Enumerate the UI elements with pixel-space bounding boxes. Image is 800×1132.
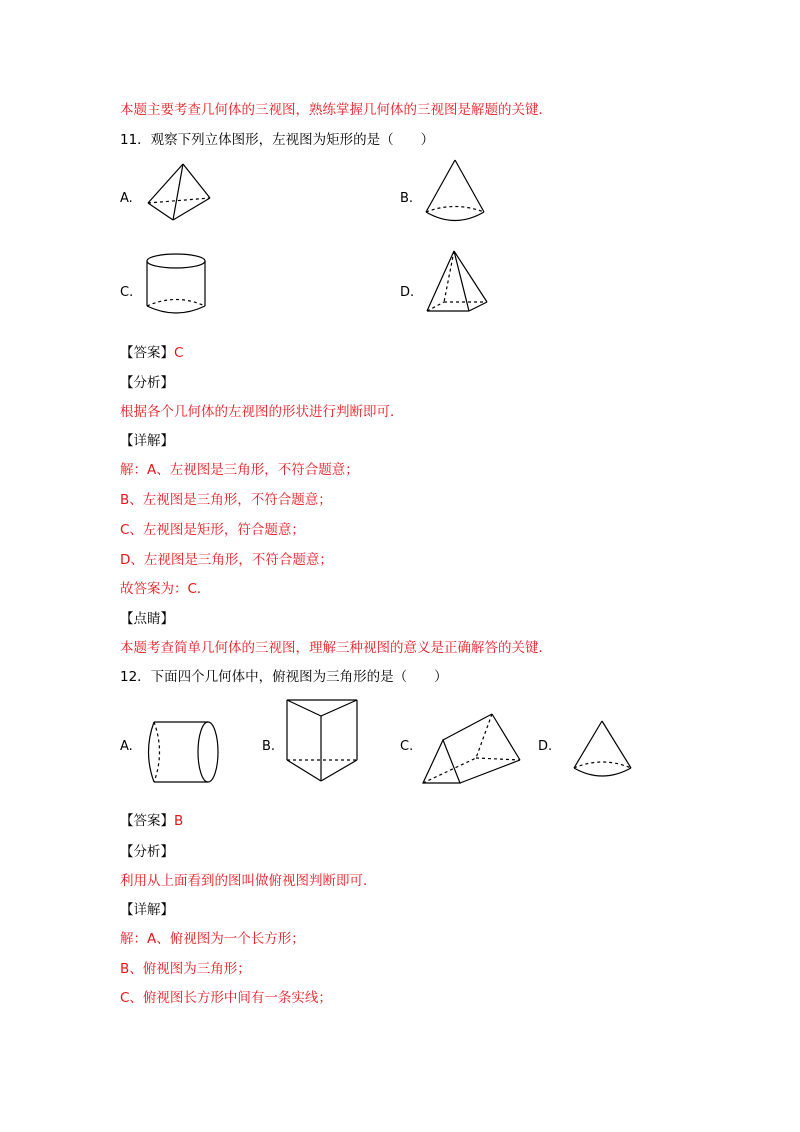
q12-analysis-text: 利用从上面看到的图叫做俯视图判断即可． — [120, 873, 377, 889]
q12-option-a-label: A. — [120, 739, 133, 754]
q11-comment-tag: 【点睛】 — [120, 611, 174, 627]
horizontal-cylinder-figure — [140, 716, 222, 788]
cylinder-figure — [143, 250, 209, 318]
q11-detail-line-2: B、左视图是三角形，不符合题意； — [120, 492, 332, 508]
q12-answer-line — [120, 812, 183, 830]
cone-figure — [422, 157, 488, 225]
q11-detail-line-1: 解：A、左视图是三角形，不符合题意； — [120, 462, 359, 478]
q10-summary-text: 本题主要考查几何体的三视图，熟练掌握几何体的三视图是解题的关键． — [120, 102, 552, 118]
answer-tag: 【答案】 — [120, 345, 174, 361]
q12-stem: 12．下面四个几何体中，俯视图为三角形的是（ ） — [120, 669, 448, 685]
q12-option-c-label: C. — [400, 739, 414, 754]
triangular-prism-figure — [282, 696, 362, 786]
q11-stem: 11．观察下列立体图形，左视图为矩形的是（ ） — [120, 132, 435, 148]
q11-option-b-label: B. — [400, 191, 414, 206]
q12-detail-tag: 【详解】 — [120, 902, 174, 918]
q12-option-b-label: B. — [262, 739, 276, 754]
q11-option-a-label: A. — [120, 191, 133, 206]
q12-answer-value: B — [174, 813, 184, 829]
tetrahedron-figure — [145, 161, 215, 223]
q11-option-d-label: D. — [400, 285, 415, 300]
q12-option-d-label: D. — [538, 739, 553, 754]
q12-detail-line-2: B、俯视图为三角形； — [120, 961, 251, 977]
q11-comment-text: 本题考查简单几何体的三视图，理解三种视图的意义是正确解答的关键． — [120, 640, 552, 656]
q12-analysis-tag: 【分析】 — [120, 844, 174, 860]
q11-answer-value: C — [174, 345, 184, 361]
q11-analysis-tag: 【分析】 — [120, 375, 174, 391]
answer-tag: 【答案】 — [120, 813, 174, 829]
q11-detail-line-5: 故答案为：C． — [120, 581, 211, 597]
q11-answer-line — [120, 344, 183, 362]
cone-figure — [570, 718, 636, 784]
q11-detail-tag: 【详解】 — [120, 433, 174, 449]
q11-analysis-text: 根据各个几何体的左视图的形状进行判断即可． — [120, 404, 404, 420]
q11-option-c-label: C. — [120, 285, 134, 300]
lying-triangular-prism-figure — [420, 708, 524, 788]
q11-detail-line-4: D、左视图是三角形，不符合题意； — [120, 552, 333, 568]
q12-detail-line-3: C、俯视图长方形中间有一条实线； — [120, 990, 332, 1006]
square-pyramid-figure — [422, 248, 490, 318]
q11-detail-line-3: C、左视图是矩形，符合题意； — [120, 522, 305, 538]
q12-detail-line-1: 解：A、俯视图为一个长方形； — [120, 931, 305, 947]
